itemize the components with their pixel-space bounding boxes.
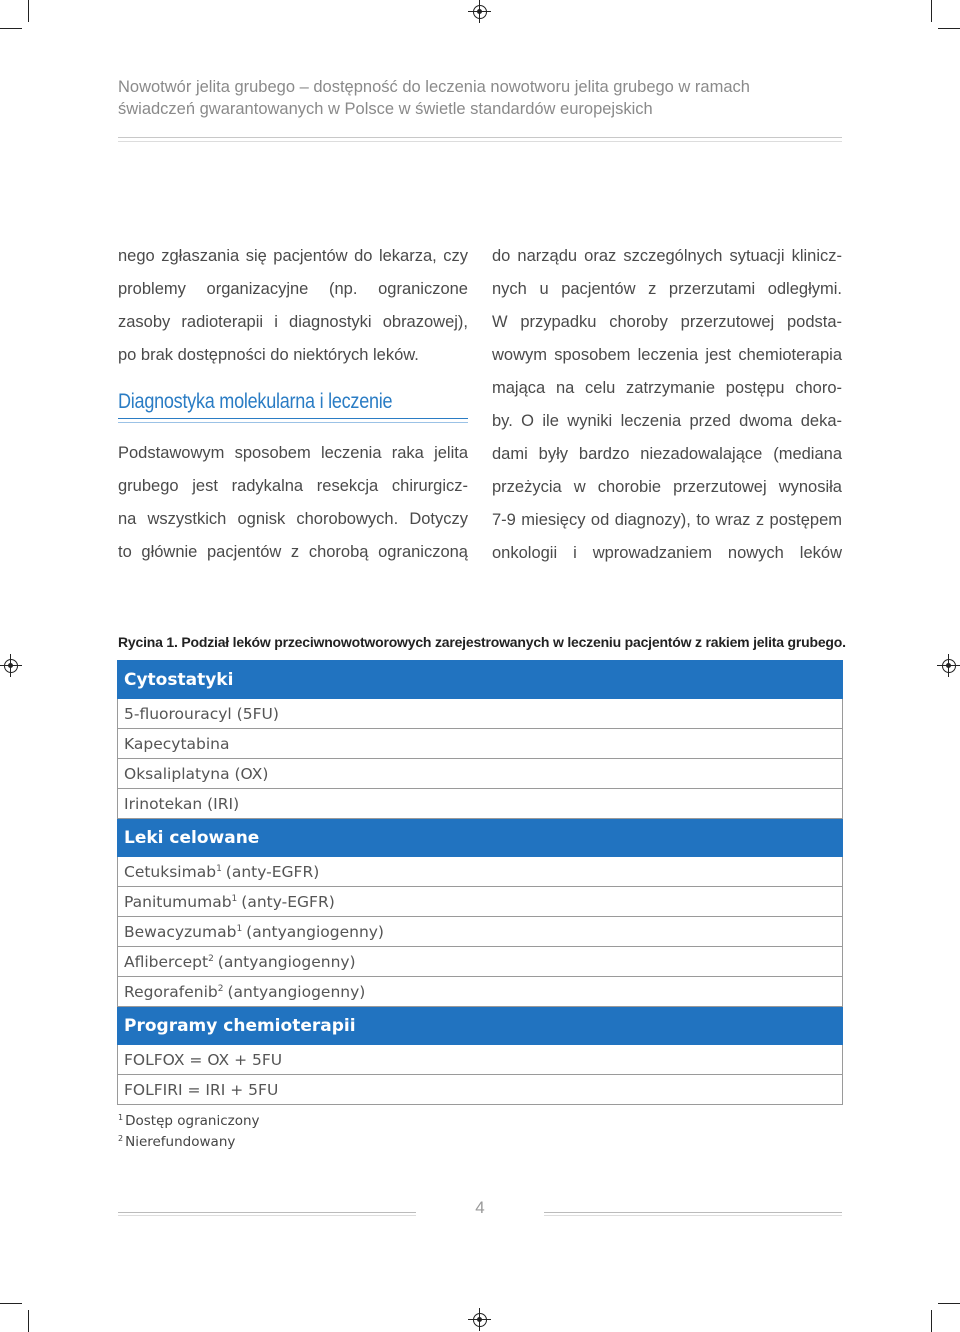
table-row <box>118 887 843 917</box>
drug-detail: (antyangiogenny) <box>227 982 366 1001</box>
figure-caption: Rycina 1. Podział leków przeciwnowotworowych zarejestrowanych w leczeniu pacjentów z rakiem jelita grubego. <box>118 634 846 650</box>
registration-mark-right <box>942 659 956 673</box>
footnote-ref: 1 <box>216 863 222 874</box>
crop-mark-bottom-right <box>931 1310 932 1332</box>
footnote-mark: 2 <box>118 1134 124 1143</box>
table-footnotes <box>118 1109 260 1151</box>
drug-name: FOLFIRI = IRI + 5FU <box>124 1080 279 1099</box>
right-body-line: by. O ile wyniki leczenia przed dwoma deka- <box>492 412 842 430</box>
section-title-rule-light <box>118 422 468 423</box>
right-body-line: przeżycia w chorobie przerzutowej wynosiła <box>492 478 842 496</box>
table-row <box>118 1075 843 1105</box>
table-row <box>118 699 843 729</box>
left-intro-line: zasoby radioterapii i diagnostyki obrazowej), <box>118 313 468 331</box>
left-intro-line: nego zgłaszania się pacjentów do lekarza, czy <box>118 247 468 265</box>
drug-name: FOLFOX = OX + 5FU <box>124 1050 283 1069</box>
left-body-line: grubego jest radykalna resekcja chirurgicz- <box>118 477 468 495</box>
drug-name: Irinotekan (IRI) <box>124 794 240 813</box>
table-row <box>118 947 843 977</box>
table-row <box>118 729 843 759</box>
footer-rule-left-thin <box>118 1215 416 1216</box>
footnote-mark: 1 <box>118 1113 124 1122</box>
drug-name: 5-fluorouracyl (5FU) <box>124 704 279 723</box>
left-intro-line: po brak dostępności do niektórych leków. <box>118 346 419 364</box>
section-title-rule <box>118 418 468 419</box>
right-body-line: dami były bardzo niezadowalające (mediana <box>492 445 842 463</box>
footnote-text: Nierefundowany <box>125 1134 236 1150</box>
footnote-text: Dostęp ograniczony <box>125 1113 260 1129</box>
footer-rule-right-thin <box>544 1215 842 1216</box>
crop-mark-top-left <box>28 0 29 22</box>
footer-rule-left <box>118 1212 416 1213</box>
left-body-line: Podstawowym sposobem leczenia raka jelita <box>118 444 468 462</box>
right-body-line: onkologii i wprowadzaniem nowych leków <box>492 544 842 562</box>
crop-mark-top-left-h <box>0 28 22 29</box>
table-row <box>118 917 843 947</box>
drug-name: Bewacyzumab <box>124 922 237 941</box>
registration-mark-top <box>473 5 487 19</box>
drug-name: Regorafenib <box>124 982 218 1001</box>
footnote <box>118 1130 260 1151</box>
left-body-line: na wszystkich ognisk chorobowych. Dotyczy <box>118 510 468 528</box>
running-head-line-2: świadczeń gwarantowanych w Polsce w świetle standardów europejskich <box>118 100 653 118</box>
footer-rule-right <box>544 1212 842 1213</box>
running-head-line-1: Nowotwór jelita grubego – dostępność do leczenia nowotworu jelita grubego w ramach <box>118 78 750 96</box>
left-body-line: to głównie pacjentów z chorobą ograniczoną <box>118 543 468 561</box>
header-rule-thin <box>118 141 842 142</box>
table-row <box>118 759 843 789</box>
right-body-line: do narządu oraz szczególnych sytuacji klinicz- <box>492 247 842 265</box>
drug-name: Cetuksimab <box>124 862 217 881</box>
header-rule <box>118 137 842 138</box>
page-number: 4 <box>475 1198 485 1217</box>
table-row <box>118 1045 843 1075</box>
footnote-ref: 1 <box>236 923 243 934</box>
right-body-line: 7-9 miesięcy od diagnozy), to wraz z postępem <box>492 511 842 529</box>
crop-mark-bottom-left-h <box>0 1303 22 1304</box>
drug-detail: (antyangiogenny) <box>217 952 356 971</box>
left-intro-line: problemy organizacyjne (np. ograniczone <box>118 280 468 298</box>
crop-mark-bottom-left <box>28 1310 29 1332</box>
crop-mark-bottom-right-h <box>938 1303 960 1304</box>
running-head <box>118 76 848 120</box>
right-body-line: mająca na celu zatrzymanie postępu choro- <box>492 379 842 397</box>
crop-mark-top-right-h <box>938 28 960 29</box>
right-body-line: W przypadku choroby przerzutowej podsta- <box>492 313 842 331</box>
crop-mark-top-right <box>931 0 932 22</box>
section-title: Diagnostyka molekularna i leczenie <box>118 390 393 413</box>
drug-detail: (anty-EGFR) <box>241 892 335 911</box>
table-group-header: Leki celowane <box>118 819 843 857</box>
registration-mark-bottom <box>473 1313 487 1327</box>
table-row <box>118 857 843 887</box>
drug-detail: (antyangiogenny) <box>246 922 384 941</box>
footnote-ref: 2 <box>217 983 224 994</box>
right-body-line: nych u pacjentów z przerzutami odległymi. <box>492 280 842 298</box>
drug-detail: (anty-EGFR) <box>225 862 320 881</box>
table-row <box>118 977 843 1007</box>
footnote-ref: 1 <box>231 893 238 904</box>
registration-mark-left <box>4 659 18 673</box>
table-row <box>118 789 843 819</box>
drug-name: Kapecytabina <box>124 734 230 753</box>
footnote <box>118 1109 260 1130</box>
table-group-header: Cytostatyki <box>118 661 843 699</box>
right-column <box>492 240 842 570</box>
drug-name: Aflibercept <box>124 952 209 971</box>
table-group-header: Programy chemioterapii <box>118 1007 843 1045</box>
drug-name: Oksaliplatyna (OX) <box>124 764 269 783</box>
drug-name: Panitumumab <box>124 892 232 911</box>
left-column-body <box>118 437 468 569</box>
right-body-line: wowym sposobem leczenia jest chemioterapia <box>492 346 842 364</box>
drug-classification-table <box>117 660 843 1105</box>
left-column <box>118 240 468 372</box>
footnote-ref: 2 <box>208 953 214 964</box>
